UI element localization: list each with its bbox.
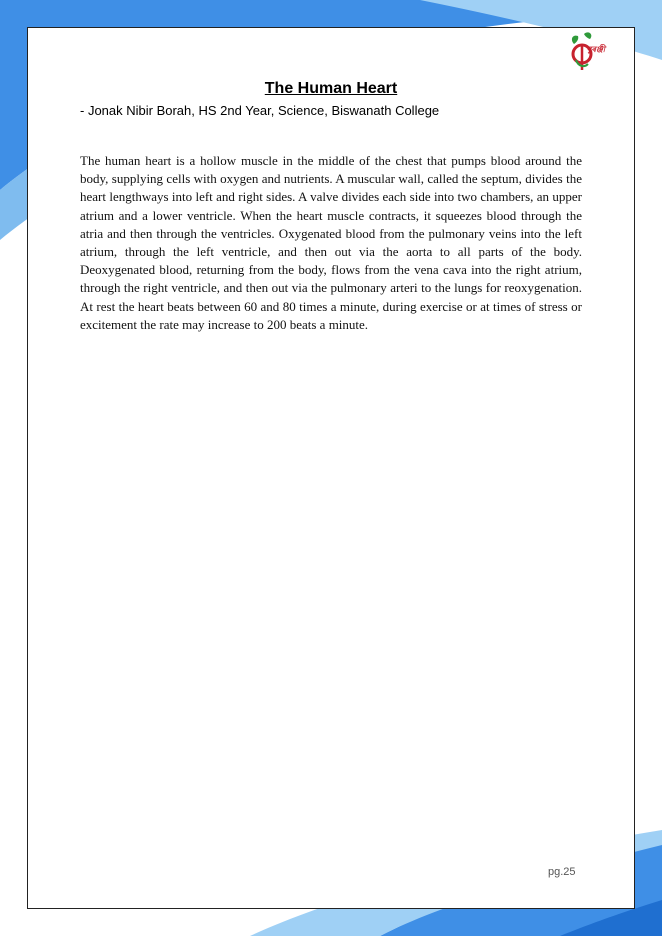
- page-number: pg.25: [548, 866, 576, 878]
- article-title: The Human Heart: [264, 80, 398, 97]
- logo-text: বুৰঞ্জী: [587, 45, 606, 54]
- article-body: The human heart is a hollow muscle in the middle of the chest that pumps blood around the body, supplying cells with oxygen and nutrients. A muscular wall, called the septum, divides the heart lengthways into left and right sides. A valve divides each side into two chambers, an upper atrium and a lower ventricle. When the heart muscle contracts, it squeezes blood through the atria and then through the ventricles. Oxygenated blood from the pulmonary veins into the left atrium, through the left ventricle, and then out via the aorta to all parts of the body. Deoxygenated blood, returning from the body, flows from the vena cava into the right atrium, through the right ventricle, and then out via the pulmonary arteri to the lungs for reoxygenation. At rest the heart beats between 60 and 80 times a minute, during exercise or at times of stress or excitement the rate may increase to 200 beats a minute.: [80, 153, 582, 332]
- article-byline: - Jonak Nibir Borah, HS 2nd Year, Science, Biswanath College: [80, 103, 440, 118]
